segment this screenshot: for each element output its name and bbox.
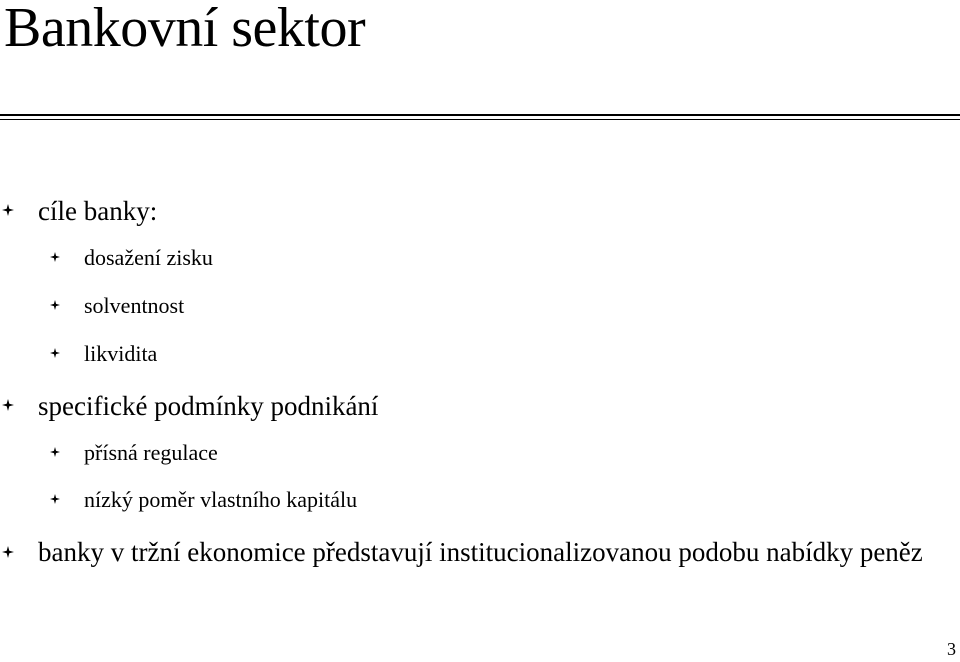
four-point-star-bullet-icon (2, 546, 14, 558)
four-point-star-bullet-icon (2, 204, 14, 216)
four-point-star-bullet-icon (50, 494, 60, 504)
list-item (38, 196, 157, 226)
list-item (38, 391, 378, 421)
list-item (84, 245, 213, 271)
list-item-label: specifické podmínky podnikání (38, 391, 379, 421)
list-item-label: cíle banky: (38, 196, 158, 226)
four-point-star-bullet-icon (50, 252, 60, 262)
list-item (84, 341, 157, 367)
four-point-star-bullet-icon (50, 447, 60, 457)
page-number: 3 (947, 639, 956, 659)
list-item-label: likvidita (84, 341, 158, 366)
slide-title: Bankovní sektor (4, 0, 366, 59)
title-divider-thin (0, 119, 960, 120)
four-point-star-bullet-icon (2, 399, 14, 411)
list-item (38, 538, 958, 567)
list-item (84, 487, 357, 513)
list-item-label: solventnost (84, 293, 185, 318)
list-item-label: přísná regulace (84, 440, 218, 465)
list-item-label: nízký poměr vlastního kapitálu (84, 487, 358, 512)
four-point-star-bullet-icon (50, 300, 60, 310)
list-item-label: dosažení zisku (84, 245, 213, 270)
title-divider-thick (0, 114, 960, 116)
four-point-star-bullet-icon (50, 348, 60, 358)
list-item (84, 293, 184, 319)
list-item-label: banky v tržní ekonomice představují institucionalizovanou podobu nabídky peněz (38, 537, 923, 567)
list-item (84, 440, 218, 466)
